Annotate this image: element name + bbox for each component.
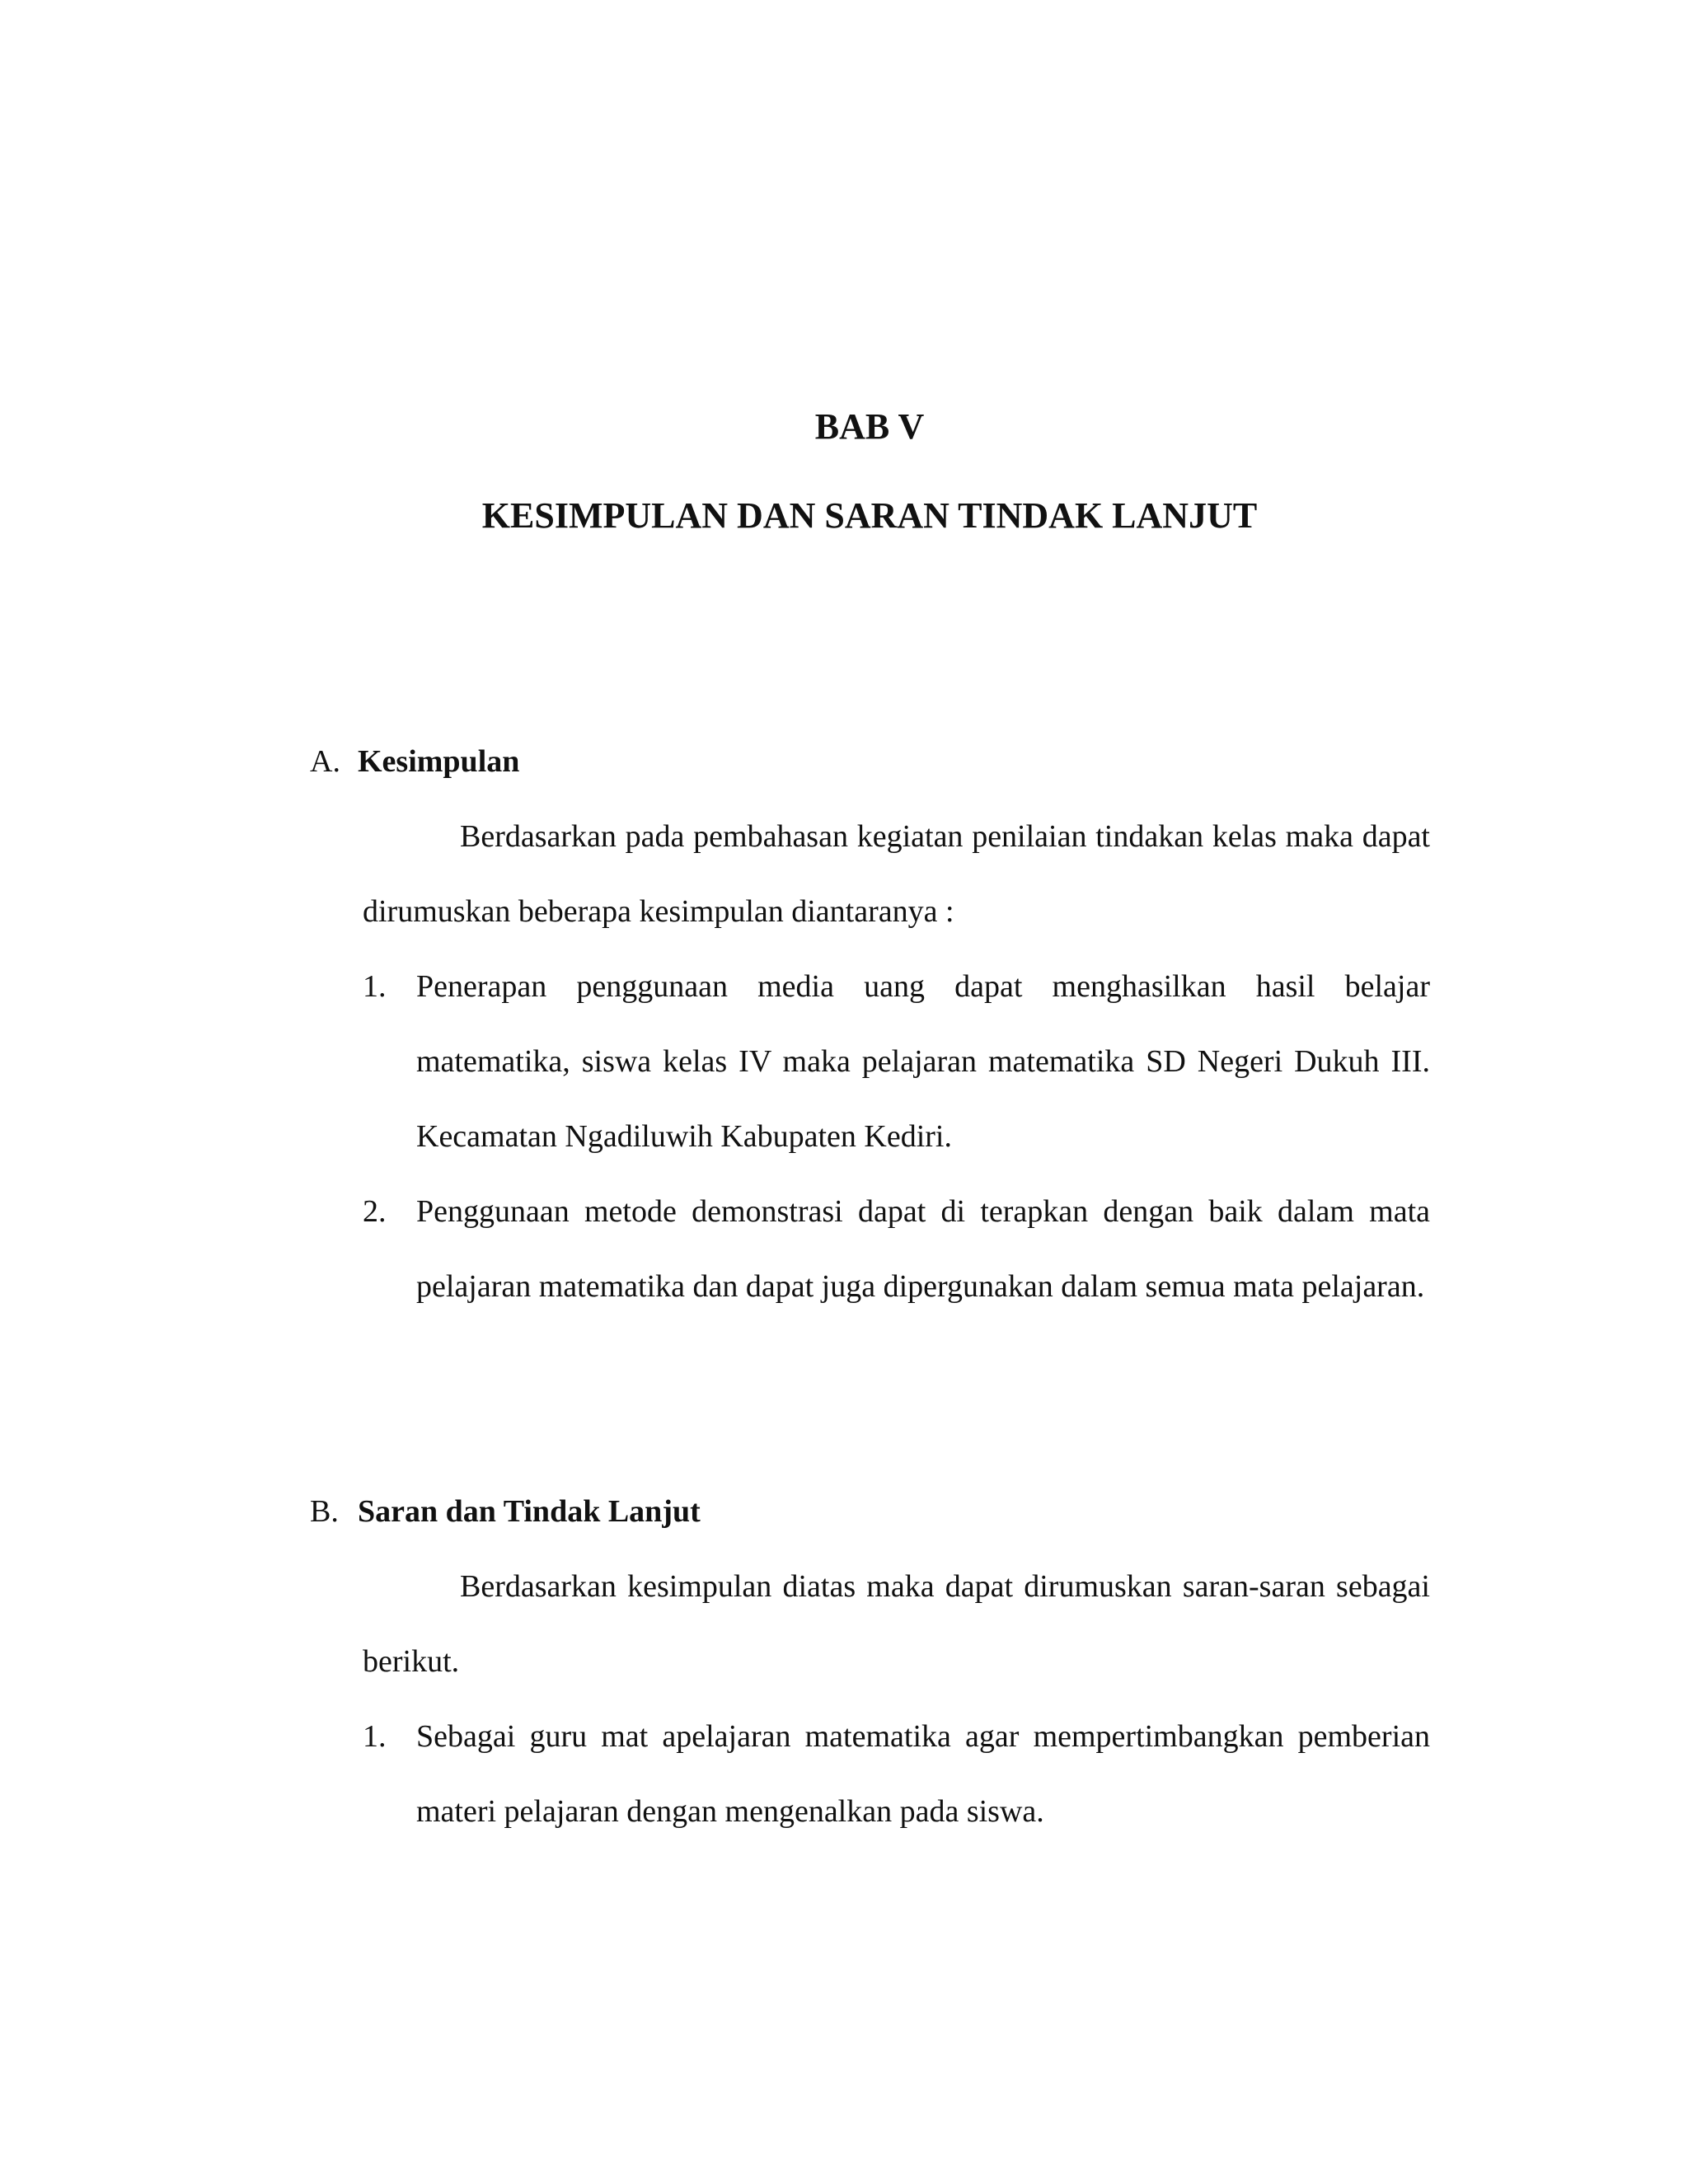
section-a-heading bbox=[310, 743, 519, 780]
section-b-item-1-number: 1. bbox=[363, 1719, 387, 1754]
section-a-item-2-text: Penggunaan metode demonstrasi dapat di terapkan dengan baik dalam mata pelajaran matematika dan dapat juga dipergunakan dalam semua mata pelajaran. bbox=[416, 1194, 1430, 1304]
chapter-heading: BAB V bbox=[814, 406, 925, 447]
section-a-letter: A. bbox=[310, 744, 340, 779]
section-b-intro-text: Berdasarkan kesimpulan diatas maka dapat dirumuskan saran-saran sebagai berikut. bbox=[363, 1569, 1430, 1679]
section-b-letter: B. bbox=[310, 1494, 339, 1529]
section-a-item-2-number: 2. bbox=[363, 1194, 387, 1229]
section-a-item-1-number: 1. bbox=[363, 969, 387, 1004]
chapter-title: KESIMPULAN DAN SARAN TINDAK LANJUT bbox=[481, 495, 1258, 536]
section-a-item-1-text: Penerapan penggunaan media uang dapat menghasilkan hasil belajar matematika, siswa kelas IV maka pelajaran matematika SD Negeri Dukuh III. Kecamatan Ngadiluwih Kabupaten Kediri. bbox=[416, 969, 1430, 1154]
section-a-intro-text: Berdasarkan pada pembahasan kegiatan penilaian tindakan kelas maka dapat dirumuskan beberapa kesimpulan diantaranya : bbox=[363, 819, 1430, 929]
section-b-intro bbox=[363, 1549, 1430, 1699]
section-b-heading bbox=[310, 1493, 701, 1530]
section-a-intro bbox=[363, 799, 1430, 949]
section-b-title: Saran dan Tindak Lanjut bbox=[358, 1494, 701, 1529]
section-a-title: Kesimpulan bbox=[358, 744, 520, 779]
section-b-item-1-text: Sebagai guru mat apelajaran matematika agar mempertimbangkan pemberian materi pelajaran dengan mengenalkan pada siswa. bbox=[416, 1719, 1430, 1829]
